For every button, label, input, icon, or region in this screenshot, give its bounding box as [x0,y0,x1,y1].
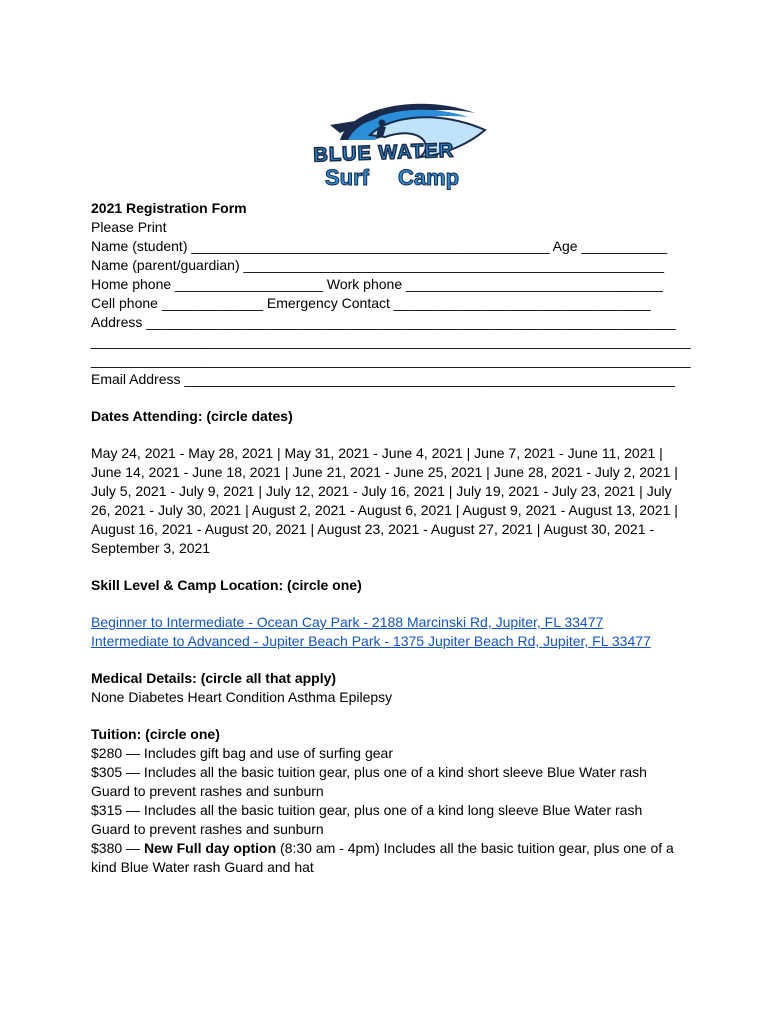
dates-heading: Dates Attending: (circle dates) [91,408,293,424]
tuition-option-315: $315 — Includes all the basic tuition gear, plus one of a kind long sleeve Blue Water rash [91,802,643,818]
skill-heading: Skill Level & Camp Location: (circle one) [91,577,362,593]
tuition-option-380 [91,839,681,858]
form-title: 2021 Registration Form [91,200,247,216]
email-field[interactable]: Email Address _______________________________________________________________ [91,371,675,387]
logo-camp-text: Camp [398,165,460,190]
home-work-phone-field[interactable]: Home phone ___________________ Work phone _________________________________ [91,276,663,292]
please-print-note: Please Print [91,219,167,235]
tuition-380-desc: (8:30 am - 4pm) Includes all the basic tuition gear, plus one of a [276,840,674,856]
location-advanced-link[interactable]: Intermediate to Advanced - Jupiter Beach Park - 1375 Jupiter Beach Rd, Jupiter, FL 33477 [91,633,651,649]
tuition-heading: Tuition: (circle one) [91,726,220,742]
medical-options: None Diabetes Heart Condition Asthma Epilepsy [91,689,393,705]
tuition-option-380-cont: kind Blue Water rash Guard and hat [91,859,314,875]
address-field[interactable]: Address ____________________________________________________________________ [91,314,676,330]
cell-emergency-field[interactable]: Cell phone _____________ Emergency Contact _________________________________ [91,295,651,311]
parent-name-field[interactable]: Name (parent/guardian) ______________________________________________________ [91,257,664,273]
location-beginner-link[interactable]: Beginner to Intermediate - Ocean Cay Park - 2188 Marcinski Rd, Jupiter, FL 33477 [91,614,604,630]
medical-heading: Medical Details: (circle all that apply) [91,670,337,686]
form-content [91,199,691,877]
tuition-380-price: $380 — [91,840,144,856]
tuition-option-280: $280 — Includes gift bag and use of surfing gear [91,745,393,761]
student-name-age-field[interactable]: Name (student) ______________________________________________ Age ___________ [91,238,668,254]
dates-list: May 24, 2021 - May 28, 2021 | May 31, 2021 - June 4, 2021 | June 7, 2021 - June 11, 2021 | June 14, 2021 - June 18, 2021 | June 21, 2021 - June 25, 2021 | June 28, 2021 - July 2, 2021 | July 5, 2021 - July 9, 2021 | July 12, 2021 - July 16, 2021 | July 19, 2021 - July 23, 2021 | July 26, 2021 - July 30, 2021 | August 2, 2021 - August 6, 2021 | August 9, 2021 - August 13, 2021 | August 16, 2021 - August 20, 2021 | August 23, 2021 - August 27, 2021 | August 30, 2021 - September 3, 2021 [91,445,678,556]
address-line-3[interactable]: _____________________________________________________________________________ [91,352,691,368]
tuition-option-305-cont: Guard to prevent rashes and sunburn [91,783,324,799]
tuition-option-305: $305 — Includes all the basic tuition gear, plus one of a kind short sleeve Blue Water rash [91,764,647,780]
logo-top-text: BLUE WATER [313,139,455,167]
address-line-2[interactable]: _____________________________________________________________________________ [91,333,691,349]
blue-water-surf-camp-logo [270,95,498,195]
full-day-option-label: New Full day option [143,840,277,856]
logo-surf-text: Surf [325,165,369,190]
tuition-option-315-cont: Guard to prevent rashes and sunburn [91,821,324,837]
